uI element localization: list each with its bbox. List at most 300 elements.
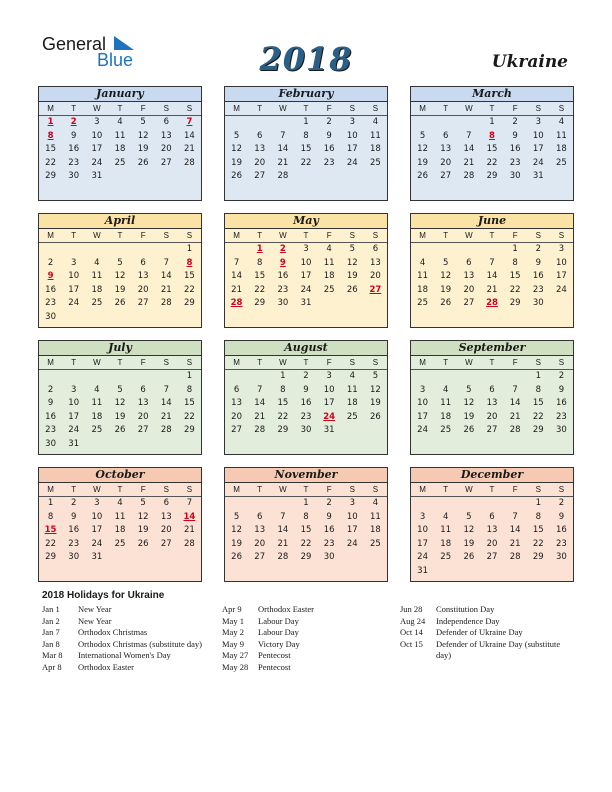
empty-cell: [457, 370, 480, 384]
day-cell: 14: [486, 271, 498, 282]
day-cell: 29: [532, 425, 544, 436]
day-cell: 5: [372, 371, 379, 381]
day-cell: 13: [160, 130, 172, 141]
day-cell: 27: [486, 552, 498, 563]
holiday-name: New Year: [78, 615, 112, 626]
holiday-entry: [400, 604, 570, 616]
weekday-label: W: [93, 358, 101, 367]
day-grid: [411, 370, 573, 438]
holiday-date: 28: [486, 298, 498, 309]
day-cell: 17: [68, 411, 80, 422]
weekday-label: S: [349, 231, 355, 240]
holiday-name: Labour Day: [258, 627, 299, 637]
weekday-header: [39, 483, 201, 497]
weekday-label: F: [326, 358, 332, 367]
weekday-label: T: [117, 231, 123, 240]
weekday-label: T: [117, 358, 123, 367]
holiday-entry: [222, 604, 392, 616]
weekday-label: S: [186, 231, 193, 240]
day-cell: 14: [160, 398, 172, 409]
day-cell: 6: [443, 130, 449, 141]
day-cell: 17: [323, 398, 335, 409]
day-cell: 18: [346, 398, 358, 409]
day-cell: 5: [117, 384, 123, 395]
day-cell: 25: [370, 538, 381, 549]
day-cell: 1: [535, 371, 541, 381]
day-cell: 12: [114, 398, 126, 409]
day-cell: 10: [556, 257, 567, 268]
month-title: August: [225, 341, 387, 356]
weekday-label: F: [512, 358, 518, 367]
day-cell: 16: [556, 398, 567, 409]
day-cell: 13: [370, 257, 381, 268]
day-cell: 1: [186, 371, 193, 381]
day-grid: [411, 497, 573, 579]
day-cell: 4: [94, 257, 100, 268]
holiday-entry: [222, 662, 392, 674]
weekday-label: S: [186, 104, 193, 113]
weekday-label: T: [257, 358, 263, 367]
weekday-label: W: [279, 358, 287, 367]
empty-cell: [85, 243, 108, 257]
day-cell: 31: [323, 425, 335, 436]
holiday-date-label: May 27: [222, 650, 249, 660]
day-cell: 3: [303, 244, 309, 254]
day-cell: 30: [509, 171, 521, 182]
weekday-label: F: [512, 231, 518, 240]
empty-cell: [62, 370, 85, 384]
month-title: October: [39, 468, 201, 483]
day-cell: 1: [512, 244, 518, 254]
weekday-label: S: [535, 485, 541, 494]
weekday-label: F: [326, 485, 332, 494]
day-grid: [225, 370, 387, 438]
day-cell: 6: [372, 244, 379, 254]
weekday-header: [225, 102, 387, 116]
empty-cell: [434, 370, 457, 384]
weekday-label: M: [419, 485, 426, 494]
day-cell: 29: [184, 298, 195, 309]
weekday-label: W: [465, 358, 473, 367]
weekday-label: T: [489, 485, 495, 494]
month-january: [38, 86, 202, 201]
empty-cell: [108, 243, 131, 257]
day-cell: 6: [489, 511, 495, 522]
day-cell: 7: [489, 257, 495, 268]
weekday-label: W: [279, 485, 287, 494]
holiday-date-label: May 2: [222, 627, 244, 637]
holiday-entry: [42, 604, 212, 616]
day-cell: 15: [184, 271, 195, 282]
day-cell: 19: [137, 144, 149, 155]
day-cell: 16: [556, 525, 567, 536]
holiday-name: Labour Day: [258, 615, 299, 626]
day-cell: 3: [94, 117, 100, 127]
holiday-date: 28: [230, 298, 243, 309]
day-cell: 20: [254, 157, 266, 168]
holiday-entry: [222, 650, 392, 662]
day-cell: 1: [303, 117, 309, 127]
day-cell: 25: [91, 298, 103, 309]
day-cell: 22: [45, 157, 56, 168]
day-cell: 28: [160, 298, 172, 309]
day-cell: 20: [231, 411, 242, 422]
day-cell: 29: [254, 298, 266, 309]
holiday-name: Orthodox Easter: [258, 604, 314, 614]
day-cell: 17: [91, 525, 103, 536]
day-cell: 5: [466, 384, 472, 395]
day-cell: 16: [45, 411, 56, 422]
empty-cell: [271, 497, 294, 511]
weekday-label: S: [349, 485, 355, 494]
day-cell: 27: [137, 425, 149, 436]
day-cell: 24: [417, 425, 428, 436]
weekday-label: T: [443, 104, 449, 113]
empty-cell: [225, 116, 248, 130]
day-cell: 18: [91, 284, 103, 295]
weekday-label: F: [140, 231, 146, 240]
day-cell: 20: [440, 157, 452, 168]
day-cell: 1: [186, 244, 193, 254]
day-cell: 21: [277, 157, 289, 168]
day-cell: 30: [45, 438, 56, 449]
day-cell: 25: [440, 552, 452, 563]
day-cell: 5: [140, 498, 146, 508]
day-cell: 30: [45, 311, 56, 322]
day-cell: 21: [160, 284, 172, 295]
holiday-date-label: Aug 24: [400, 615, 426, 626]
day-cell: 6: [163, 498, 169, 508]
day-grid: [39, 497, 201, 565]
day-cell: 17: [532, 144, 544, 155]
day-cell: 16: [323, 144, 335, 155]
weekday-label: W: [465, 485, 473, 494]
day-cell: 13: [137, 271, 149, 282]
weekday-label: S: [372, 231, 379, 240]
weekday-header: [411, 483, 573, 497]
day-cell: 7: [163, 384, 169, 395]
weekday-label: T: [303, 231, 309, 240]
month-march: [410, 86, 574, 201]
day-cell: 24: [346, 157, 358, 168]
weekday-header: [39, 229, 201, 243]
day-cell: 9: [535, 257, 541, 268]
day-cell: 27: [463, 298, 475, 309]
day-cell: 26: [440, 298, 452, 309]
day-cell: 21: [160, 411, 172, 422]
day-cell: 10: [346, 130, 358, 141]
day-cell: 13: [231, 398, 242, 409]
day-cell: 25: [417, 298, 428, 309]
month-title: November: [225, 468, 387, 483]
holiday-entry: [42, 662, 212, 674]
day-cell: 31: [91, 552, 103, 563]
day-cell: 7: [512, 511, 518, 522]
day-cell: 17: [91, 144, 103, 155]
weekday-label: T: [257, 485, 263, 494]
day-cell: 25: [370, 157, 381, 168]
month-title: February: [225, 87, 387, 102]
month-title: January: [39, 87, 201, 102]
day-cell: 6: [140, 257, 146, 268]
day-cell: 3: [71, 257, 77, 268]
day-cell: 28: [509, 425, 521, 436]
month-title: April: [39, 214, 201, 229]
day-cell: 26: [370, 411, 381, 422]
empty-cell: [457, 116, 480, 130]
day-cell: 22: [486, 157, 498, 168]
month-december: [410, 467, 574, 582]
day-cell: 9: [47, 398, 54, 409]
day-cell: 28: [509, 552, 521, 563]
holiday-date-label: Jan 8: [42, 638, 60, 649]
day-cell: 20: [486, 538, 498, 549]
day-cell: 18: [556, 144, 567, 155]
day-cell: 12: [346, 257, 358, 268]
weekday-label: S: [349, 104, 355, 113]
day-grid: [39, 243, 201, 325]
day-cell: 8: [512, 257, 518, 268]
day-cell: 26: [114, 298, 126, 309]
day-cell: 13: [486, 398, 498, 409]
logo-word-blue: Blue: [97, 50, 134, 70]
holiday-date: 9: [47, 271, 54, 282]
day-cell: 8: [535, 384, 541, 395]
day-cell: 3: [71, 384, 77, 395]
empty-cell: [434, 116, 457, 130]
calendar-year: 2018: [259, 40, 353, 78]
empty-cell: [225, 370, 248, 384]
month-june: [410, 213, 574, 328]
empty-cell: [62, 243, 85, 257]
day-cell: 5: [117, 257, 123, 268]
day-cell: 9: [303, 384, 309, 395]
empty-cell: [434, 243, 457, 257]
day-cell: 16: [277, 271, 289, 282]
day-cell: 13: [463, 271, 475, 282]
day-cell: 15: [532, 525, 544, 536]
holiday-date-label: Mar 8: [42, 650, 63, 660]
day-cell: 3: [419, 384, 426, 395]
day-cell: 18: [323, 271, 335, 282]
day-cell: 23: [556, 411, 567, 422]
day-cell: 26: [463, 552, 475, 563]
weekday-label: T: [71, 104, 77, 113]
day-cell: 13: [137, 398, 149, 409]
month-november: [224, 467, 388, 582]
day-cell: 10: [417, 398, 428, 409]
weekday-label: T: [489, 358, 495, 367]
day-cell: 23: [532, 284, 544, 295]
day-cell: 19: [370, 398, 381, 409]
day-cell: 30: [277, 298, 289, 309]
day-cell: 3: [349, 117, 355, 127]
weekday-label: T: [303, 104, 309, 113]
day-cell: 7: [466, 130, 472, 141]
day-cell: 13: [486, 525, 498, 536]
day-cell: 4: [419, 257, 426, 268]
day-cell: 9: [326, 130, 332, 141]
weekday-label: S: [186, 485, 193, 494]
day-cell: 9: [71, 511, 77, 522]
day-grid: [411, 243, 573, 311]
day-cell: 17: [300, 271, 312, 282]
weekday-header: [411, 356, 573, 370]
day-cell: 16: [509, 144, 521, 155]
holiday-name: Defender of Ukraine Day: [436, 627, 523, 637]
day-cell: 14: [463, 144, 475, 155]
weekday-label: M: [233, 358, 240, 367]
holiday-date: 8: [47, 130, 54, 141]
day-cell: 19: [231, 538, 242, 549]
day-cell: 23: [68, 538, 80, 549]
day-cell: 30: [556, 425, 567, 436]
holiday-entry: [42, 616, 212, 628]
day-cell: 7: [163, 257, 169, 268]
weekday-label: T: [257, 231, 263, 240]
day-cell: 28: [160, 425, 172, 436]
day-grid: [411, 116, 573, 184]
day-cell: 8: [47, 511, 54, 522]
empty-cell: [457, 497, 480, 511]
day-cell: 12: [417, 144, 428, 155]
weekday-label: W: [279, 231, 287, 240]
month-may: [224, 213, 388, 328]
day-cell: 22: [300, 157, 312, 168]
empty-cell: [248, 370, 271, 384]
day-cell: 31: [91, 171, 103, 182]
day-cell: 21: [486, 284, 498, 295]
day-cell: 31: [532, 171, 544, 182]
weekday-label: M: [233, 485, 240, 494]
day-cell: 30: [532, 298, 544, 309]
holiday-date: 1: [47, 117, 54, 127]
day-cell: 30: [68, 552, 80, 563]
day-cell: 5: [443, 257, 449, 268]
weekday-label: T: [71, 485, 77, 494]
day-cell: 28: [463, 171, 475, 182]
day-cell: 4: [94, 384, 100, 395]
day-cell: 5: [466, 511, 472, 522]
day-cell: 24: [300, 284, 312, 295]
day-cell: 25: [114, 157, 126, 168]
weekday-label: F: [326, 231, 332, 240]
day-cell: 1: [489, 117, 495, 127]
day-cell: 14: [231, 271, 242, 282]
day-cell: 11: [556, 130, 567, 141]
holiday-name: Pentecost: [258, 661, 291, 672]
day-cell: 28: [277, 171, 289, 182]
weekday-label: T: [489, 231, 495, 240]
day-cell: 17: [556, 271, 567, 282]
day-cell: 23: [68, 157, 80, 168]
weekday-label: S: [535, 358, 541, 367]
day-cell: 2: [47, 384, 54, 395]
day-cell: 16: [323, 525, 335, 536]
day-cell: 26: [417, 171, 428, 182]
weekday-header: [225, 356, 387, 370]
day-cell: 9: [71, 130, 77, 141]
day-cell: 12: [440, 271, 452, 282]
holiday-date-label: May 28: [222, 661, 249, 672]
day-cell: 16: [532, 271, 544, 282]
weekday-label: T: [489, 104, 495, 113]
day-cell: 27: [231, 425, 242, 436]
day-cell: 4: [326, 244, 332, 254]
day-cell: 15: [45, 144, 56, 155]
day-cell: 10: [91, 511, 103, 522]
weekday-label: S: [372, 104, 379, 113]
day-cell: 14: [509, 525, 521, 536]
holiday-date: 8: [489, 130, 495, 141]
day-cell: 17: [346, 144, 358, 155]
weekday-label: S: [163, 104, 169, 113]
day-cell: 27: [254, 552, 266, 563]
day-cell: 3: [94, 498, 100, 508]
day-cell: 19: [114, 284, 126, 295]
weekday-label: F: [140, 358, 146, 367]
weekday-label: F: [140, 485, 146, 494]
day-cell: 22: [254, 284, 266, 295]
day-cell: 10: [68, 271, 80, 282]
day-cell: 5: [233, 130, 240, 141]
day-cell: 10: [532, 130, 544, 141]
day-cell: 18: [440, 538, 452, 549]
day-cell: 15: [532, 398, 544, 409]
empty-cell: [504, 497, 527, 511]
day-cell: 2: [303, 371, 309, 381]
empty-cell: [480, 243, 503, 257]
day-cell: 2: [512, 117, 518, 127]
day-cell: 1: [535, 498, 541, 508]
day-cell: 5: [349, 244, 355, 254]
day-cell: 22: [277, 411, 289, 422]
day-cell: 30: [556, 552, 567, 563]
day-cell: 23: [323, 538, 335, 549]
day-cell: 21: [463, 157, 475, 168]
day-cell: 6: [257, 130, 263, 141]
day-cell: 9: [326, 511, 332, 522]
holiday-date-label: Oct 14: [400, 627, 423, 637]
empty-cell: [225, 243, 248, 257]
holiday-name: Constitution Day: [436, 604, 495, 614]
day-cell: 20: [463, 284, 475, 295]
holiday-date-label: May 1: [222, 615, 244, 626]
day-cell: 15: [254, 271, 266, 282]
holiday-entry: [222, 616, 392, 628]
day-cell: 14: [254, 398, 266, 409]
day-cell: 22: [532, 411, 544, 422]
day-cell: 29: [509, 298, 521, 309]
day-cell: 29: [277, 425, 289, 436]
day-cell: 30: [68, 171, 80, 182]
empty-cell: [271, 116, 294, 130]
day-cell: 11: [370, 130, 381, 141]
holiday-name: Pentecost: [258, 650, 291, 660]
day-cell: 6: [466, 257, 472, 268]
day-cell: 28: [277, 552, 289, 563]
weekday-label: W: [93, 104, 101, 113]
holiday-date-label: Oct 15: [400, 638, 423, 649]
day-grid: [225, 243, 387, 311]
holiday-date: 7: [186, 117, 193, 127]
day-cell: 5: [419, 130, 426, 141]
weekday-label: S: [535, 231, 541, 240]
day-cell: 12: [231, 144, 242, 155]
weekday-label: S: [535, 104, 541, 113]
day-cell: 11: [440, 525, 452, 536]
day-cell: 16: [68, 144, 80, 155]
